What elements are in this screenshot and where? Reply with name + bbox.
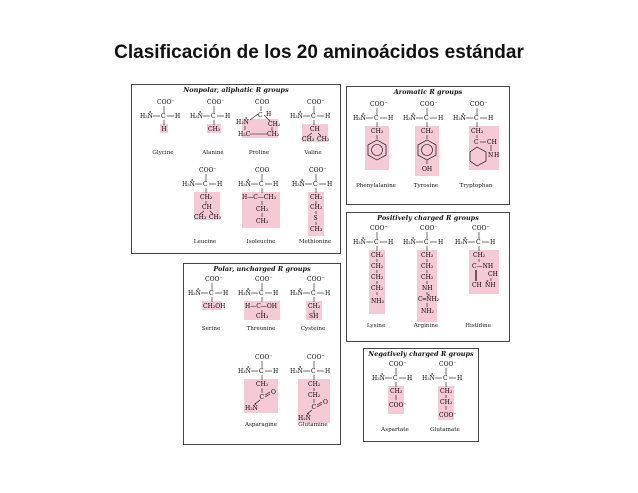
formula-atom-label: H — [438, 115, 444, 122]
formula-atom-label: COO⁻ — [307, 99, 325, 106]
formula-atom-label: H₃N̊ — [353, 239, 366, 246]
amino-acid-tyrosine — [403, 99, 449, 189]
formula-atom-label: C — [161, 113, 166, 120]
amino-acid-asparagine — [238, 352, 290, 428]
formula-atom-label: COO⁻ — [309, 167, 327, 174]
formula-atom-label: H₃N̊ — [238, 368, 251, 375]
formula-atom-label: H₃N̊ — [140, 113, 153, 120]
valine-structure — [290, 97, 338, 145]
formula-atom-label: CH₂ — [371, 263, 384, 270]
amino-acid-name: Isoleucine — [246, 239, 276, 245]
formula-atom-label: CH — [310, 126, 320, 133]
formula-atom-label: COO⁻ — [255, 276, 273, 283]
amino-acid-name: Glutamine — [298, 422, 328, 428]
formula-atom-label: H₂N̊ — [245, 405, 258, 412]
formula-atom-label: COO⁻ — [420, 101, 438, 108]
formula-atom-label: C — [474, 115, 479, 122]
formula-atom-label: C — [476, 239, 481, 246]
panel-title: Polar, uncharged R groups — [213, 265, 311, 273]
formula-atom-label: H — [494, 152, 500, 159]
formula-atom-label: H₃N̊ — [188, 290, 201, 297]
formula-atom-label: C — [424, 239, 429, 246]
formula-atom-label: C—NH — [472, 263, 494, 270]
amino-acid-tryptophan — [453, 99, 505, 189]
threonine-structure — [238, 274, 290, 320]
formula-atom-label: COO — [255, 99, 270, 106]
formula-atom-label: COO⁻ — [157, 99, 175, 106]
amino-acid-proline — [236, 97, 290, 156]
formula-atom-label: CH₂ — [421, 128, 434, 135]
formula-atom-label: C — [259, 394, 265, 401]
cysteine-structure — [290, 274, 336, 320]
formula-atom-label: CH — [202, 204, 212, 211]
formula-atom-label: COO⁻ — [255, 354, 273, 361]
formula-atom-label: C — [311, 290, 316, 297]
formula-atom-label: CH₂ — [440, 388, 453, 395]
amino-acid-name: Histidine — [465, 323, 491, 329]
formula-atom-label: CH₂ — [390, 388, 403, 395]
amino-acid-name: Leucine — [193, 239, 217, 245]
amino-acid-aspartate — [372, 359, 418, 433]
amino-acid-name: Threonine — [246, 326, 276, 332]
formula-atom-label: CH — [488, 271, 498, 278]
panel-aromatic — [346, 86, 510, 205]
glycine-structure — [140, 97, 186, 143]
formula-atom-label: H — [273, 368, 279, 375]
formula-atom-label: COO⁻ — [370, 101, 388, 108]
amino-acid-name: Glycine — [152, 150, 174, 156]
amino-acid-glutamate — [422, 359, 468, 433]
formula-atom-label: C — [211, 113, 216, 120]
formula-atom-label: H₃N̊ — [455, 239, 468, 246]
formula-atom-label: H — [217, 181, 223, 188]
formula-atom-label: CH₂ — [268, 121, 281, 128]
formula-atom-label: H — [266, 111, 272, 118]
proline-structure — [236, 97, 290, 145]
formula-atom-label: CH — [472, 282, 482, 289]
formula-atom-label: CH₂ — [310, 194, 323, 201]
formula-atom-label: COO⁻ — [439, 412, 457, 419]
formula-atom-label: H — [327, 181, 333, 188]
formula-atom-label: CH₃ — [208, 126, 221, 133]
formula-atom-label: C═N̊H₂ — [418, 296, 440, 303]
formula-atom-label: H₃N̊ — [290, 113, 303, 120]
formula-atom-label: H₃N̊ — [238, 181, 251, 188]
formula-atom-label: H₃N̊ — [290, 368, 303, 375]
formula-atom-label: C — [311, 368, 316, 375]
asparagine-structure — [238, 352, 290, 414]
formula-atom-label: CH₂ — [267, 131, 280, 138]
formula-atom-label: CH₂ — [308, 303, 321, 310]
amino-acid-valine — [290, 97, 338, 156]
formula-atom-label: H — [161, 126, 167, 133]
serine-structure — [188, 274, 234, 320]
formula-atom-label: CH₃ — [194, 214, 207, 221]
formula-atom-label: CH₃ — [302, 136, 315, 143]
formula-atom-label: H₃N̊ — [190, 113, 203, 120]
formula-atom-label: C — [424, 115, 429, 122]
formula-atom-label: CH₂ — [308, 381, 321, 388]
formula-atom-label: CH₂ — [371, 285, 384, 292]
formula-atom-label: H₂C — [238, 131, 251, 138]
panel-title: Aromatic R groups — [393, 88, 463, 96]
glutamate-structure — [422, 359, 468, 421]
formula-atom-label: H₃N̊ — [290, 290, 303, 297]
isoleucine-structure — [238, 165, 290, 231]
formula-atom-label: H—C—OH — [245, 303, 277, 310]
formula-atom-label: C — [443, 375, 448, 382]
formula-atom-label: S — [313, 215, 318, 222]
formula-atom-label: C — [258, 112, 263, 119]
formula-atom-label: COO⁻ — [205, 276, 223, 283]
formula-atom-label: C — [209, 290, 214, 297]
panel-positively-charged — [346, 212, 510, 342]
formula-atom-label: CH₂ — [256, 206, 269, 213]
formula-atom-label: H₃N̊ — [403, 115, 416, 122]
formula-atom-label: H — [273, 290, 279, 297]
formula-atom-label: C — [374, 239, 379, 246]
formula-atom-label: CH₂ — [256, 381, 269, 388]
amino-acid-name: Lysine — [366, 323, 386, 329]
panel-polar-uncharged — [183, 263, 341, 445]
leucine-structure — [182, 165, 230, 225]
formula-atom-label: CH₂ — [421, 274, 434, 281]
formula-atom-label: H₃N̊ — [453, 115, 466, 122]
amino-acid-glutamine — [290, 352, 336, 426]
formula-atom-label: H — [490, 239, 496, 246]
formula-atom-label: H—C—CH₃ — [242, 194, 277, 201]
formula-atom-label: C — [374, 115, 379, 122]
formula-atom-label: COO⁻ — [472, 225, 490, 232]
formula-atom-label: COO — [255, 167, 270, 174]
panel-nonpolar-aliphatic — [131, 84, 341, 254]
formula-atom-label: COO⁻ — [207, 99, 225, 106]
formula-atom-label: CH₃ — [310, 226, 323, 233]
amino-acid-name: Serine — [201, 326, 221, 332]
formula-atom-label: COO⁻ — [389, 402, 407, 409]
amino-acid-threonine — [238, 274, 290, 332]
formula-atom-label: CH₃ — [256, 218, 269, 225]
formula-atom-label: OH — [422, 166, 433, 173]
formula-atom-label: C — [311, 404, 317, 411]
amino-acid-name: Cysteine — [300, 326, 326, 332]
formula-atom-label: C — [313, 181, 318, 188]
aspartate-structure — [372, 359, 418, 419]
formula-atom-label: C — [311, 113, 316, 120]
formula-atom-label: C — [474, 139, 479, 146]
formula-atom-label: COO⁻ — [420, 225, 438, 232]
amino-acid-arginine — [403, 223, 449, 329]
formula-atom-label: CH₂ — [371, 128, 384, 135]
formula-atom-label: H₃N̊ — [238, 290, 251, 297]
amino-acid-histidine — [455, 223, 505, 329]
formula-atom-label: H₃N̊ — [292, 181, 305, 188]
amino-acid-name: Aspartate — [381, 427, 409, 433]
formula-atom-label: H — [225, 113, 231, 120]
formula-atom-label: H — [388, 239, 394, 246]
formula-atom-label: CH₂ — [421, 263, 434, 270]
formula-atom-label: H — [325, 368, 331, 375]
formula-atom-label: CH₂ — [473, 252, 486, 259]
arginine-structure — [403, 223, 449, 323]
amino-acid-name: Methionine — [298, 239, 332, 245]
formula-atom-label: CH₂ — [371, 252, 384, 259]
amino-acid-alanine — [190, 97, 236, 156]
panel-title: Nonpolar, aliphatic R groups — [183, 86, 289, 94]
amino-acid-name: Tryptophan — [459, 183, 493, 189]
slide-title: Clasificación de los 20 aminoácidos estándar — [114, 42, 524, 63]
panel-title: Negatively charged R groups — [368, 350, 474, 358]
formula-atom-label: H₂N̊ — [298, 415, 311, 422]
formula-atom-label: CH₂ — [371, 274, 384, 281]
formula-atom-label: SH — [309, 313, 319, 320]
formula-atom-label: H — [325, 113, 331, 120]
formula-atom-label: H₃N̊ — [353, 115, 366, 122]
methionine-structure — [292, 165, 340, 237]
amino-acid-leucine — [182, 165, 230, 245]
formula-atom-label: H — [175, 113, 181, 120]
formula-atom-label: H₃N̊ — [182, 181, 195, 188]
formula-atom-label: N̊H — [485, 282, 496, 289]
formula-atom-label: COO⁻ — [389, 361, 407, 368]
formula-atom-label: COO⁻ — [439, 361, 457, 368]
formula-atom-label: N — [488, 152, 494, 159]
formula-atom-label: C — [259, 368, 264, 375]
amino-acid-methionine — [292, 165, 340, 245]
amino-acid-name: Proline — [248, 150, 270, 156]
formula-atom-label: H — [223, 290, 229, 297]
formula-atom-label: C — [259, 290, 264, 297]
formula-atom-label: CH₃ — [209, 214, 222, 221]
formula-atom-label: O — [271, 389, 276, 396]
glutamine-structure — [290, 352, 336, 426]
formula-atom-label: C — [259, 181, 264, 188]
formula-atom-label: NH — [422, 285, 433, 292]
formula-atom-label: H — [438, 239, 444, 246]
formula-atom-label: CH₃ — [317, 136, 330, 143]
formula-atom-label: NH₃ — [371, 298, 384, 305]
formula-atom-label: COO⁻ — [199, 167, 217, 174]
amino-acid-name: Glutamate — [430, 427, 460, 433]
formula-atom-label: H₂N̊ — [236, 119, 249, 126]
formula-atom-label: H — [457, 375, 463, 382]
histidine-structure — [455, 223, 505, 303]
formula-atom-label: H — [325, 290, 331, 297]
tryptophan-structure — [453, 99, 505, 173]
amino-acid-name: Arginine — [413, 323, 439, 329]
formula-atom-label: CH₂ — [471, 128, 484, 135]
amino-acid-serine — [188, 274, 234, 332]
formula-atom-label: COO⁻ — [307, 276, 325, 283]
amino-acid-name: Valine — [304, 150, 322, 156]
formula-atom-label: C — [393, 375, 398, 382]
formula-atom-label: CH₂OH — [203, 303, 226, 310]
formula-atom-label: H — [273, 181, 279, 188]
amino-acid-name: Alanine — [202, 150, 224, 156]
formula-atom-label: CH₂ — [421, 252, 434, 259]
formula-atom-label: H₃N̊ — [422, 375, 435, 382]
amino-acid-phenylalanine — [353, 99, 399, 189]
amino-acid-isoleucine — [238, 165, 290, 245]
phenylalanine-structure — [353, 99, 399, 171]
formula-atom-label: CH₂ — [200, 194, 213, 201]
amino-acid-name: Phenylalanine — [356, 183, 396, 189]
formula-atom-label: H — [388, 115, 394, 122]
formula-atom-label: CH — [487, 139, 497, 146]
formula-atom-label: CH₃ — [256, 313, 269, 320]
formula-atom-label: H — [488, 115, 494, 122]
amino-acid-cysteine — [290, 274, 336, 332]
formula-atom-label: H — [407, 375, 413, 382]
panel-title: Positively charged R groups — [377, 214, 479, 222]
formula-atom-label: O — [323, 399, 328, 406]
panel-negatively-charged — [363, 348, 479, 442]
alanine-structure — [190, 97, 236, 143]
amino-acid-lysine — [353, 223, 399, 329]
formula-atom-label: H₃N̊ — [372, 375, 385, 382]
amino-acid-glycine — [140, 97, 186, 156]
tyrosine-structure — [403, 99, 449, 177]
formula-atom-label: COO⁻ — [370, 225, 388, 232]
amino-acid-name: Tyrosine — [413, 183, 439, 189]
amino-acid-name: Asparagine — [244, 422, 278, 428]
formula-atom-label: C — [203, 181, 208, 188]
formula-atom-label: COO⁻ — [307, 354, 325, 361]
formula-atom-label: CH₂ — [308, 392, 321, 399]
formula-atom-label: NH₂ — [421, 308, 434, 315]
formula-atom-label: CH₂ — [310, 204, 323, 211]
formula-atom-label: H₃N̊ — [403, 239, 416, 246]
formula-atom-label: CH₂ — [440, 399, 453, 406]
lysine-structure — [353, 223, 399, 319]
formula-atom-label: COO⁻ — [470, 101, 488, 108]
